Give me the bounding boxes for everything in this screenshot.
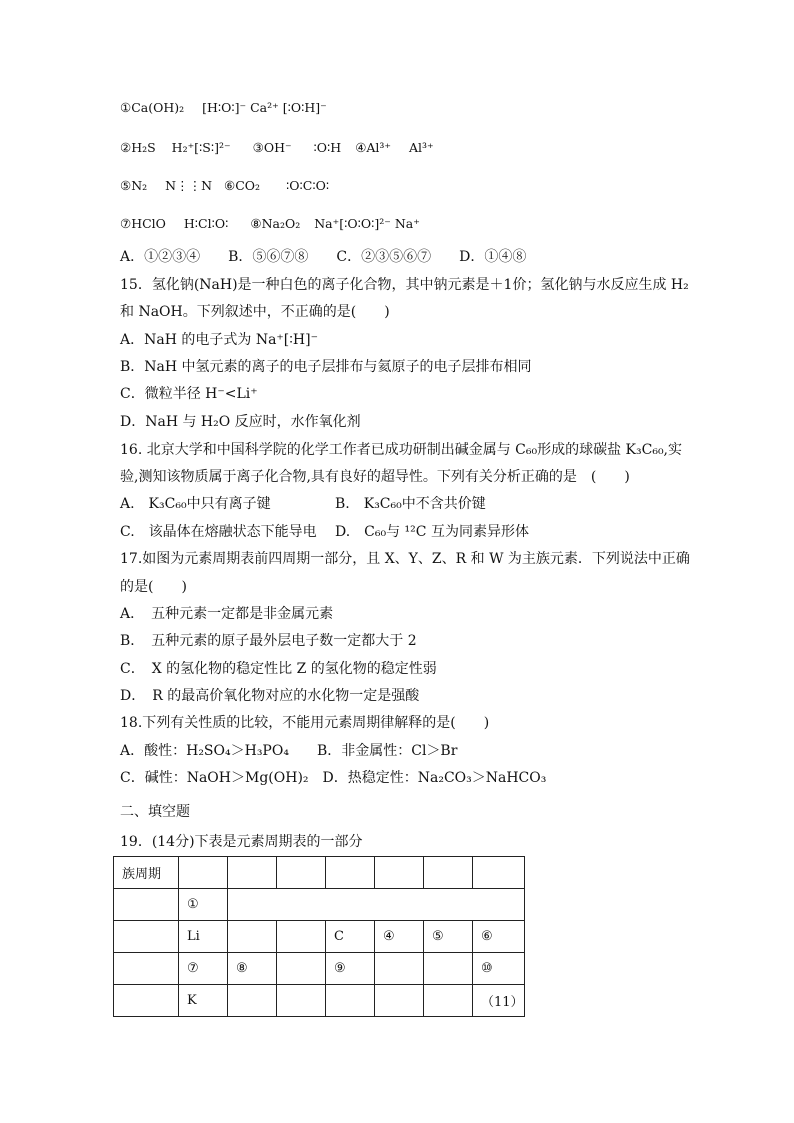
electron-formula: ∶O∶C∶O∶ bbox=[286, 178, 330, 193]
electron-formula: N⋮⋮N bbox=[165, 178, 213, 193]
table-cell bbox=[114, 953, 179, 985]
table-cell: ⑩ bbox=[473, 953, 525, 985]
electron-formula: Na⁺[∶O∶O∶]²⁻ Na⁺ bbox=[314, 216, 420, 231]
formula-label: ④Al³⁺ bbox=[355, 140, 392, 155]
q16-stem-2: 验,测知该物质属于离子化合物,具有良好的超导性。下列有关分析正确的是 ( ) bbox=[120, 469, 630, 485]
q17-option-a: A． 五种元素一定都是非金属元素 bbox=[120, 606, 334, 622]
table-header-cell: 族周期 bbox=[114, 857, 179, 889]
section-heading: 二、填空题 bbox=[120, 804, 190, 820]
table-cell: ⑤ bbox=[424, 921, 473, 953]
table-cell: ⑧ bbox=[228, 953, 277, 985]
formula-label: ③OH⁻ bbox=[252, 140, 292, 155]
formula-row-3 bbox=[120, 178, 329, 193]
q18-options-cd: C．碱性：NaOH＞Mg(OH)₂ D．热稳定性：Na₂CO₃＞NaHCO₃ bbox=[120, 770, 547, 786]
table-row bbox=[114, 953, 525, 985]
table-cell bbox=[228, 857, 277, 889]
table-cell bbox=[228, 921, 277, 953]
table-cell bbox=[424, 953, 473, 985]
q16-option-c: C. 该晶体在熔融状态下能导电 bbox=[120, 524, 317, 540]
table-cell: Li bbox=[179, 921, 228, 953]
q16-option-d: D. C₆₀与 ¹²C 互为同素异形体 bbox=[335, 524, 529, 540]
q19-stem: 19．(14分)下表是元素周期表的一部分 bbox=[120, 834, 363, 850]
table-cell bbox=[424, 857, 473, 889]
electron-formula: H₂⁺[∶S∶]²⁻ bbox=[171, 140, 231, 155]
q16-stem-1: 16. 北京大学和中国科学院的化学工作者已成功研制出碱金属与 C₆₀形成的球碳盐 K₃C₆₀,实 bbox=[120, 442, 683, 458]
table-cell bbox=[277, 953, 326, 985]
table-row bbox=[114, 857, 525, 889]
table-cell: C bbox=[326, 921, 375, 953]
formula-row-1 bbox=[120, 100, 327, 115]
q15-option-d: D．NaH 与 H₂O 反应时，水作氧化剂 bbox=[120, 414, 361, 430]
formula-label: ⑥CO₂ bbox=[224, 178, 261, 193]
table-row bbox=[114, 985, 525, 1017]
q18-stem: 18.下列有关性质的比较，不能用元素周期律解释的是( ) bbox=[120, 715, 490, 731]
formula-label: ①Ca(OH)₂ bbox=[120, 100, 185, 115]
formula-label: ⑦HClO bbox=[120, 216, 166, 231]
q15-option-c: C．微粒半径 H⁻<Li⁺ bbox=[120, 386, 258, 402]
table-cell bbox=[277, 921, 326, 953]
table-cell bbox=[424, 985, 473, 1017]
q15-stem-2: 和 NaOH。下列叙述中，不正确的是( ) bbox=[120, 304, 390, 320]
table-cell: ① bbox=[179, 889, 228, 921]
formula-label: ②H₂S bbox=[120, 140, 156, 155]
q18-options-ab: A．酸性：H₂SO₄＞H₃PO₄ B．非金属性：Cl＞Br bbox=[120, 743, 458, 759]
table-cell bbox=[277, 985, 326, 1017]
table-cell bbox=[228, 985, 277, 1017]
q17-option-d: D． R 的最高价氧化物对应的水化物一定是强酸 bbox=[120, 688, 420, 704]
table-cell bbox=[375, 953, 424, 985]
table-cell bbox=[326, 857, 375, 889]
table-cell bbox=[179, 857, 228, 889]
q17-option-b: B． 五种元素的原子最外层电子数一定都大于 2 bbox=[120, 633, 417, 649]
q16-option-a: A. K₃C₆₀中只有离子键 bbox=[120, 496, 271, 512]
table-cell bbox=[277, 857, 326, 889]
table-cell bbox=[375, 985, 424, 1017]
electron-formula: Al³⁺ bbox=[409, 140, 434, 155]
q14-options: A．①②③④ B．⑤⑥⑦⑧ C．②③⑤⑥⑦ D．①④⑧ bbox=[120, 249, 527, 265]
table-cell: （11） bbox=[473, 985, 525, 1017]
q15-option-a: A．NaH 的电子式为 Na⁺[∶H]⁻ bbox=[120, 332, 318, 348]
q17-stem-1: 17.如图为元素周期表前四周期一部分，且 X、Y、Z、R 和 W 为主族元素．下列说法中正确 bbox=[120, 551, 690, 567]
q17-stem-2: 的是( ) bbox=[120, 579, 187, 595]
table-cell: ④ bbox=[375, 921, 424, 953]
electron-formula: ∶O∶H bbox=[313, 140, 342, 155]
periodic-table bbox=[113, 856, 525, 1017]
table-cell bbox=[114, 889, 179, 921]
formula-label: ⑧Na₂O₂ bbox=[250, 216, 301, 231]
table-cell: K bbox=[179, 985, 228, 1017]
electron-formula: [H∶O∶]⁻ Ca²⁺ [∶O∶H]⁻ bbox=[202, 100, 327, 115]
table-cell bbox=[114, 985, 179, 1017]
q15-stem-1: 15．氢化钠(NaH)是一种白色的离子化合物，其中钠元素是＋1价；氢化钠与水反应生成 H₂ bbox=[120, 277, 689, 293]
formula-label: ⑤N₂ bbox=[120, 178, 148, 193]
electron-formula: H∶Cl∶O∶ bbox=[183, 216, 229, 231]
formula-row-4 bbox=[120, 216, 420, 231]
q15-option-b: B．NaH 中氢元素的离子的电子层排布与氦原子的电子层排布相同 bbox=[120, 359, 532, 375]
table-cell: ⑦ bbox=[179, 953, 228, 985]
table-cell bbox=[375, 857, 424, 889]
table-cell bbox=[326, 985, 375, 1017]
table-cell bbox=[114, 921, 179, 953]
table-cell: ⑨ bbox=[326, 953, 375, 985]
table-row bbox=[114, 889, 525, 921]
q16-option-b: B. K₃C₆₀中不含共价键 bbox=[335, 496, 486, 512]
table-cell: ⑥ bbox=[473, 921, 525, 953]
formula-row-2 bbox=[120, 140, 434, 155]
table-row bbox=[114, 921, 525, 953]
q17-option-c: C． X 的氢化物的稳定性比 Z 的氢化物的稳定性弱 bbox=[120, 661, 437, 677]
table-cell bbox=[473, 857, 525, 889]
table-cell bbox=[228, 889, 525, 921]
